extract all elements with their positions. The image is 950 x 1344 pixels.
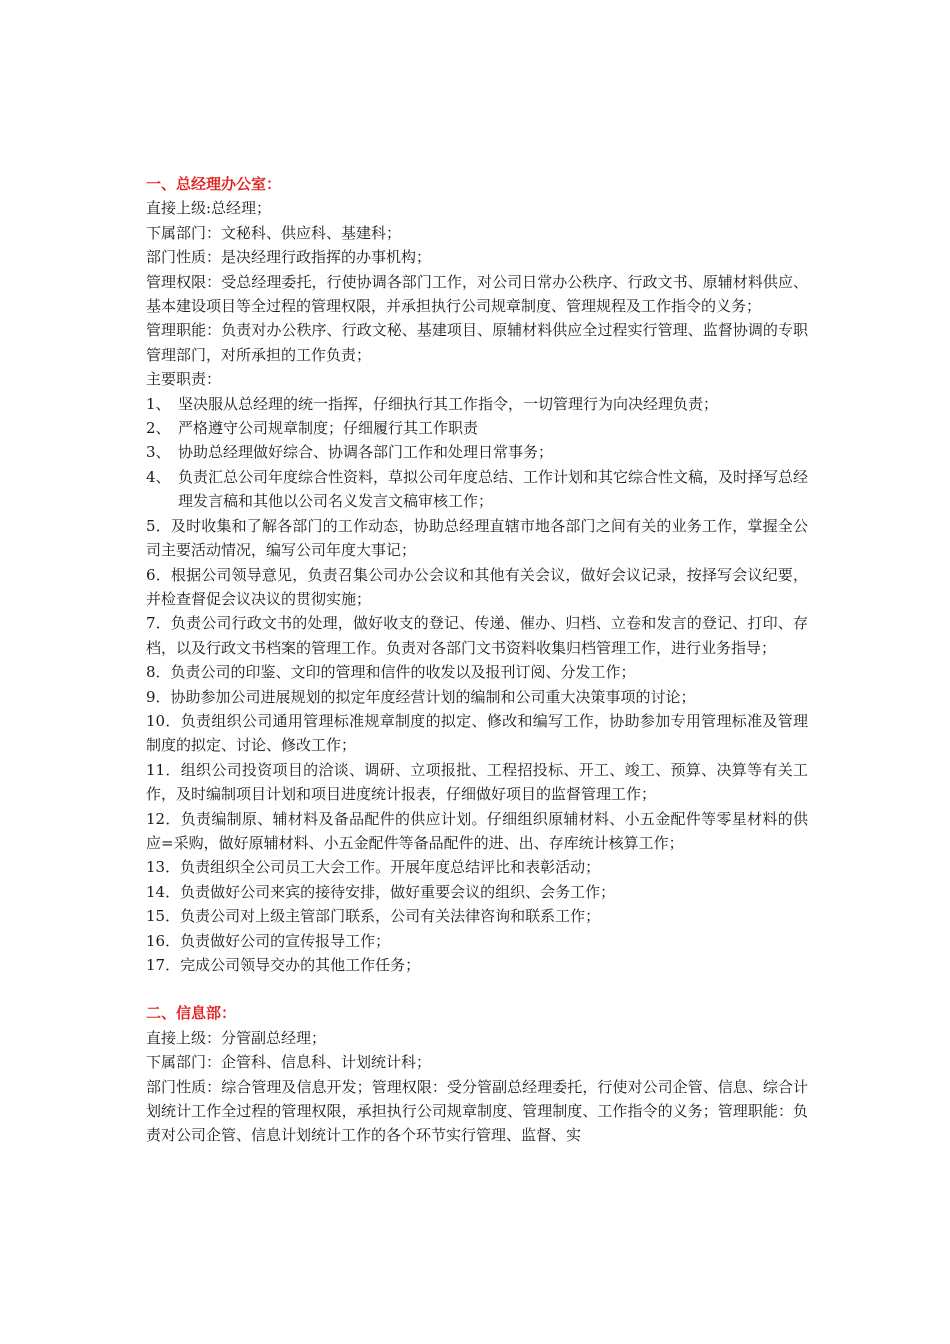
duty-item [146,416,808,440]
section2-subordinates: 下属部门：企管科、信息科、计划统计科； [146,1053,432,1072]
duty-paragraph: 6．根据公司领导意见，负责召集公司办公会议和其他有关会议，做好会议记录，按择写会议纪要，并检查督促会议决议的贯彻实施； [146,565,808,608]
duty-paragraph: 16．负责做好公司的宣传报导工作； [146,931,391,950]
duty-number: 3、 [146,443,171,462]
section1-duties-label: 主要职责： [146,370,222,389]
section-spacer [146,977,808,1001]
duty-paragraph: 7．负责公司行政文书的处理，做好收支的登记、传递、催办、归档、立卷和发言的登记、打印、存档，以及行政文书档案的管理工作。负责对各部门文书资料收集归档管理工作，进行业务指导； [146,614,808,657]
duty-text: 严格遵守公司规章制度；仔细履行其工作职责 [178,419,479,438]
duty-text: 坚决服从总经理的统一指挥，仔细执行其工作指令，一切管理行为向决经理负责； [178,394,719,413]
section1-superior: 直接上级:总经理； [146,199,272,218]
duty-paragraph: 15．负责公司对上级主管部门联系，公司有关法律咨询和联系工作； [146,907,601,926]
duty-item [146,440,808,464]
section1-nature: 部门性质：是决经理行政指挥的办事机构； [146,248,432,267]
section2-superior: 直接上级：分管副总经理； [146,1028,327,1047]
duty-item [146,392,808,416]
duty-paragraph: 8．负责公司的印鉴、文印的管理和信件的收发以及报刊订阅、分发工作； [146,663,636,682]
duty-text: 协助总经理做好综合、协调各部门工作和处理日常事务； [178,443,554,462]
duty-number: 1、 [146,394,171,413]
duty-paragraph: 12．负责编制原、辅材料及备品配件的供应计划。仔细组织原辅材料、小五金配件等零星材料的供应=采购，做好原辅材料、小五金配件等备品配件的进、出、存库统计核算工作； [146,809,808,852]
duty-item [146,465,808,514]
section1-function: 管理职能：负责对办公秩序、行政文秘、基建项目、原辅材料供应全过程实行管理、监督协调的专职管理部门，对所承担的工作负责； [146,321,808,364]
section1-authority: 管理权限：受总经理委托，行使协调各部门工作，对公司日常办公秩序、行政文书、原辅材料供应、基本建设项目等全过程的管理权限，并承担执行公司规章制度、管理规程及工作指令的义务； [146,272,808,316]
duty-number: 2、 [146,419,171,438]
section1-heading: 一、总经理办公室： [146,175,282,193]
duty-number: 4、 [146,467,171,486]
section1-subordinates: 下属部门：文秘科、供应科、基建科； [146,223,402,242]
duty-paragraph: 17．完成公司领导交办的其他工作任务； [146,956,421,974]
duty-paragraph: 13．负责组织全公司员工大会工作。开展年度总结评比和表彰活动； [146,858,601,877]
duty-paragraph: 5．及时收集和了解各部门的工作动态，协助总经理直辖市地各部门之间有关的业务工作，掌握全公司主要活动情况，编写公司年度大事记； [146,516,808,560]
duty-paragraph: 14．负责做好公司来宾的接待安排，做好重要会议的组织、会务工作； [146,882,616,901]
duty-paragraph: 9．协助参加公司进展规划的拟定年度经营计划的编制和公司重大决策事项的讨论； [146,687,696,706]
document-page [146,172,808,1148]
duty-paragraph: 11．组织公司投资项目的洽谈、调研、立项报批、工程招投标、开工、竣工、预算、决算等有关工作，及时编制项目计划和项目进度统计报表，仔细做好项目的监督管理工作； [146,760,808,804]
duty-text: 负责汇总公司年度综合性资料，草拟公司年度总结、工作计划和其它综合性文稿，及时择写总经理发言稿和其他以公司名义发言文稿审核工作； [178,467,809,511]
section2-nature: 部门性质：综合管理及信息开发；管理权限：受分管副总经理委托，行使对公司企管、信息、综合计划统计工作全过程的管理权限，承担执行公司规章制度、管理制度、工作指令的义务；管理职能：负责对公司企管、信息计划统计工作的各个环节实行管理、监督、实 [146,1077,808,1145]
section2-heading: 二、信息部： [146,1004,237,1023]
duty-paragraph: 10．负责组织公司通用管理标准规章制度的拟定、修改和编写工作，协助参加专用管理标准及管理制度的拟定、讨论、修改工作； [146,711,808,755]
